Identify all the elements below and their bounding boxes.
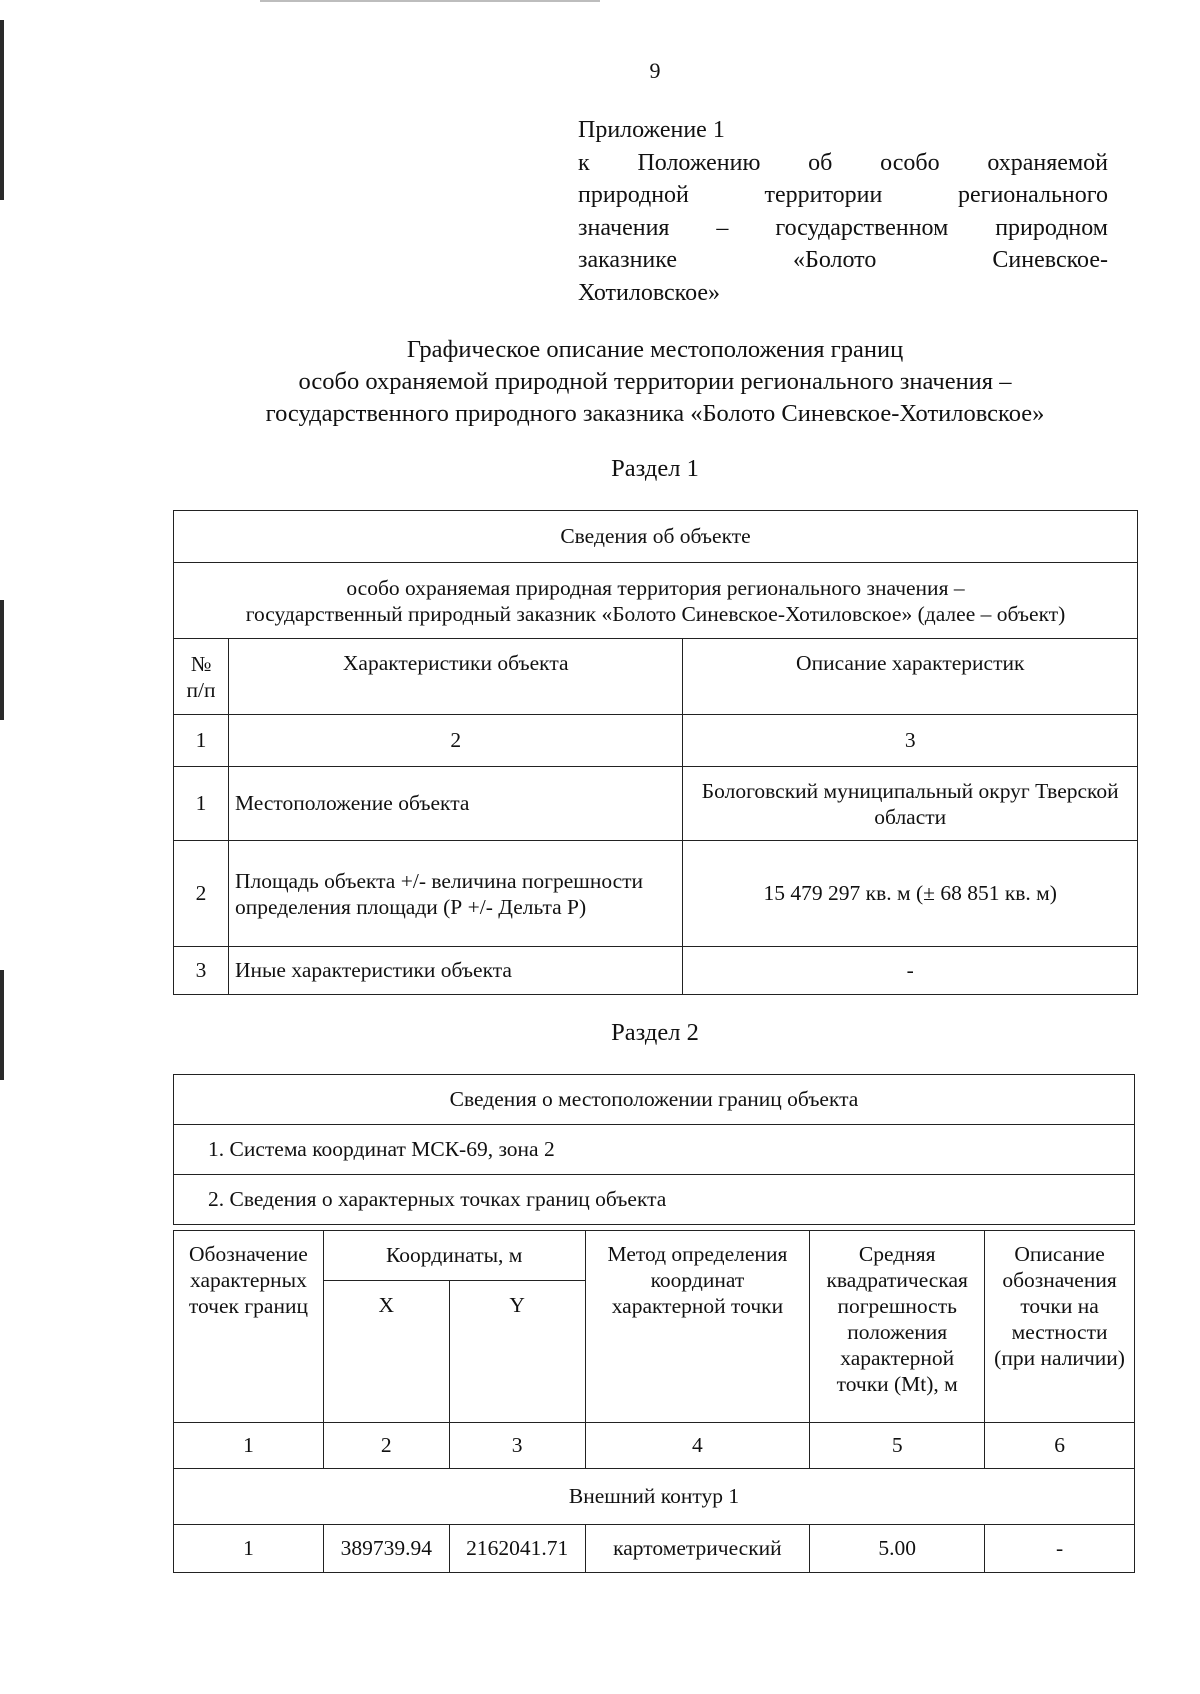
row-description: Бологовский муниципальный округ Тверской области bbox=[683, 767, 1138, 841]
appendix-line: к Положению об особо охраняемой bbox=[578, 149, 1108, 176]
index-cell: 3 bbox=[449, 1423, 585, 1469]
point-y: 2162041.71 bbox=[449, 1525, 585, 1573]
object-line: особо охраняемая природная территория регионального значения – bbox=[346, 575, 965, 600]
scan-edge-left bbox=[0, 970, 4, 1080]
boundary-info-header-table bbox=[173, 1074, 1135, 1225]
point-description: - bbox=[985, 1525, 1135, 1573]
appendix-header bbox=[578, 114, 1108, 309]
column-header-method: Метод определения координат характерной точки bbox=[585, 1231, 810, 1423]
point-x: 389739.94 bbox=[323, 1525, 449, 1573]
column-header-location-description: Описание обозначения точки на местности (при наличии) bbox=[985, 1231, 1135, 1423]
column-header-coordinates: Координаты, м bbox=[323, 1231, 585, 1281]
column-header-designation: Обозначение характерных точек границ bbox=[174, 1231, 324, 1423]
index-cell: 1 bbox=[174, 1423, 324, 1469]
row-num: 2 bbox=[174, 841, 229, 947]
row-characteristic: Местоположение объекта bbox=[228, 767, 683, 841]
title-line: Графическое описание местоположения границ bbox=[406, 336, 904, 363]
column-header-characteristics: Характеристики объекта bbox=[228, 639, 683, 715]
column-header-num: № п/п bbox=[174, 639, 229, 715]
column-header-y: Y bbox=[449, 1281, 585, 1423]
column-header-description: Описание характеристик bbox=[683, 639, 1138, 715]
index-cell: 1 bbox=[174, 715, 229, 767]
section-1-heading: Раздел 1 bbox=[611, 455, 699, 482]
index-cell: 5 bbox=[810, 1423, 985, 1469]
object-info-table bbox=[173, 510, 1138, 995]
index-cell: 6 bbox=[985, 1423, 1135, 1469]
page-number: 9 bbox=[649, 58, 661, 83]
index-cell: 2 bbox=[228, 715, 683, 767]
row-characteristic: Площадь объекта +/- величина погрешности определения площади (Р +/- Дельта Р) bbox=[228, 841, 683, 947]
points-info: 2. Сведения о характерных точках границ объекта bbox=[174, 1175, 1135, 1225]
table-title: Сведения о местоположении границ объекта bbox=[174, 1075, 1135, 1125]
scan-edge-left bbox=[0, 600, 4, 720]
title-line: особо охраняемой природной территории регионального значения – bbox=[298, 368, 1012, 395]
section-2-heading: Раздел 2 bbox=[611, 1019, 699, 1046]
row-description: 15 479 297 кв. м (± 68 851 кв. м) bbox=[683, 841, 1138, 947]
row-num: 3 bbox=[174, 947, 229, 995]
appendix-line: природной территории регионального bbox=[578, 182, 1108, 208]
point-error: 5.00 bbox=[810, 1525, 985, 1573]
appendix-line: значения – государственном природном bbox=[578, 214, 1108, 241]
table-row bbox=[174, 1525, 1135, 1573]
index-cell: 2 bbox=[323, 1423, 449, 1469]
appendix-line: заказнике «Болото Синевское- bbox=[578, 247, 1108, 273]
point-designation: 1 bbox=[174, 1525, 324, 1573]
table-row bbox=[174, 841, 1138, 947]
column-header-x: X bbox=[323, 1281, 449, 1423]
contour-label: Внешний контур 1 bbox=[174, 1469, 1135, 1525]
row-num: 1 bbox=[174, 767, 229, 841]
row-description: - bbox=[683, 947, 1138, 995]
scan-artifact-top bbox=[260, 0, 600, 2]
scan-edge-left bbox=[0, 20, 4, 200]
appendix-line: Приложение 1 bbox=[578, 117, 725, 143]
title-line: государственного природного заказника «Болото Синевское-Хотиловское» bbox=[265, 400, 1045, 427]
object-line: государственный природный заказник «Болото Синевское-Хотиловское» (далее – объект) bbox=[245, 601, 1066, 626]
table-title: Сведения об объекте bbox=[174, 511, 1138, 563]
point-method: картометрический bbox=[585, 1525, 810, 1573]
document-title bbox=[130, 334, 1180, 430]
boundary-points-table bbox=[173, 1230, 1135, 1573]
table-row bbox=[174, 767, 1138, 841]
object-description bbox=[174, 563, 1138, 639]
column-header-error: Средняя квадратическая погрешность положения характерной точки (Mt), м bbox=[810, 1231, 985, 1423]
row-characteristic: Иные характеристики объекта bbox=[228, 947, 683, 995]
appendix-line: Хотиловское» bbox=[578, 279, 721, 306]
coord-system: 1. Система координат МСК-69, зона 2 bbox=[174, 1125, 1135, 1175]
index-cell: 3 bbox=[683, 715, 1138, 767]
index-cell: 4 bbox=[585, 1423, 810, 1469]
table-row bbox=[174, 947, 1138, 995]
